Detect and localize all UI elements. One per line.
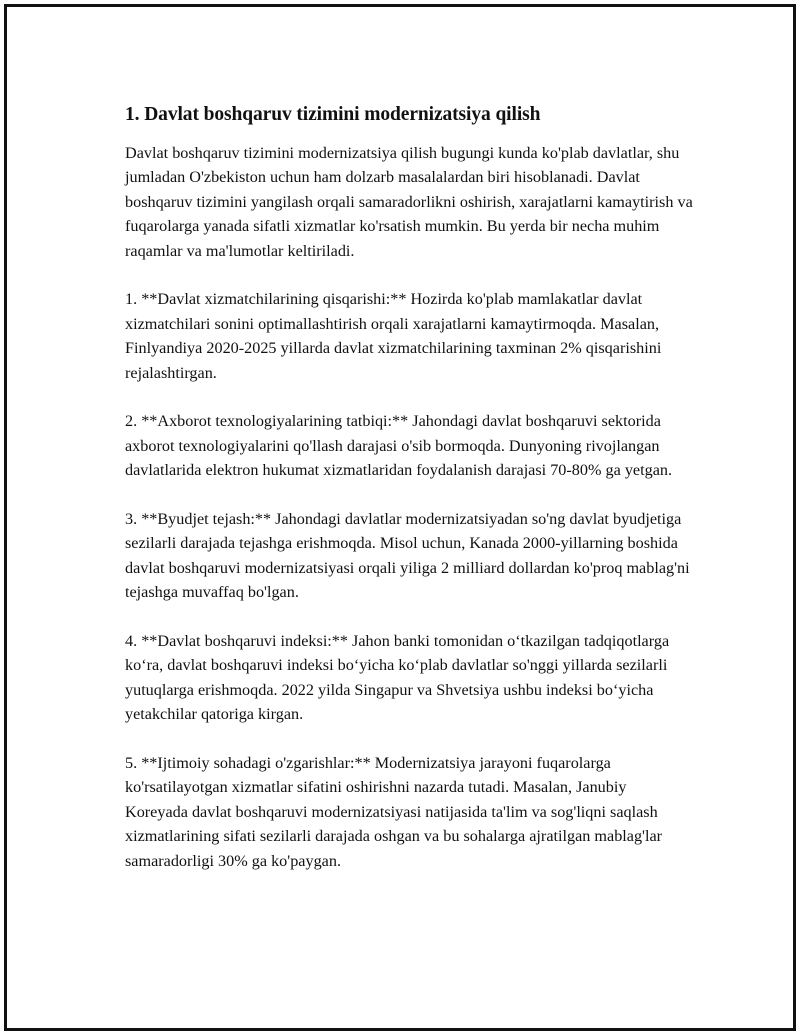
list-item: 3. **Byudjet tejash:** Jahondagi davlatlar modernizatsiyadan so'ng davlat byudjetiga sezilarli darajada tejashga erishmoqda. Misol uchun, Kanada 2000-yillarning boshida davlat boshqaruvi modernizatsiyasi orqali yiliga 2 milliard dollardan ko'proq mablag'ni tejashga muvaffaq bo'lgan. bbox=[125, 510, 690, 602]
section-title: 1. Davlat boshqaruv tizimini modernizatsiya qilish bbox=[125, 104, 541, 125]
list-item: 2. **Axborot texnologiyalarining tatbiqi:** Jahondagi davlat boshqaruvi sektorida axborot texnologiyalarini qo'llash darajasi o'sib bormoqda. Dunyoning rivojlangan davlatlarida elektron hukumat xizmatlaridan foydalanish darajasi 70-80% ga yetgan. bbox=[125, 412, 673, 480]
intro-paragraph: Davlat boshqaruv tizimini modernizatsiya qilish bugungi kunda ko'plab davlatlar, shu jumladan O'zbekiston uchun ham dolzarb masalalardan biri hisoblanadi. Davlat boshqaruv tizimini yangilash orqali samaradorlikni oshirish, xarajatlarni kamaytirish va fuqarolarga yanada sifatli xizmatlar ko'rsatish mumkin. Bu yerda bir necha muhim raqamlar va ma'lumotlar keltiriladi. bbox=[125, 144, 693, 260]
page-frame bbox=[4, 4, 796, 1031]
list-item: 1. **Davlat xizmatchilarining qisqarishi:** Hozirda ko'plab mamlakatlar davlat xizmatchilari sonini optimallashtirish orqali xarajatlarni kamaytirmoqda. Masalan, Finlyandiya 2020-2025 yillarda davlat xizmatchilarining taxminan 2% qisqarishini rejalashtirgan. bbox=[125, 290, 662, 382]
list-item: 5. **Ijtimoiy sohadagi o'zgarishlar:** Modernizatsiya jarayoni fuqarolarga ko'rsatilayotgan xizmatlar sifatini oshirishni nazarda tutadi. Masalan, Janubiy Koreyada davlat boshqaruvi modernizatsiyasi natijasida ta'lim va sog'liqni saqlash xizmatlarining sifati sezilarli darajada oshgan va bu sohalarga ajratilgan mablag'lar samaradorligi 30% ga ko'paygan. bbox=[125, 754, 663, 870]
list-item: 4. **Davlat boshqaruvi indeksi:** Jahon banki tomonidan o‘tkazilgan tadqiqotlarga ko‘ra, davlat boshqaruvi indeksi bo‘yicha ko‘plab davlatlar so'nggi yillarda sezilarli yutuqlarga erishmoqda. 2022 yilda Singapur va Shvetsiya ushbu indeksi bo‘yicha yetakchilar qatoriga kirgan. bbox=[125, 632, 670, 724]
document-body bbox=[121, 103, 693, 898]
